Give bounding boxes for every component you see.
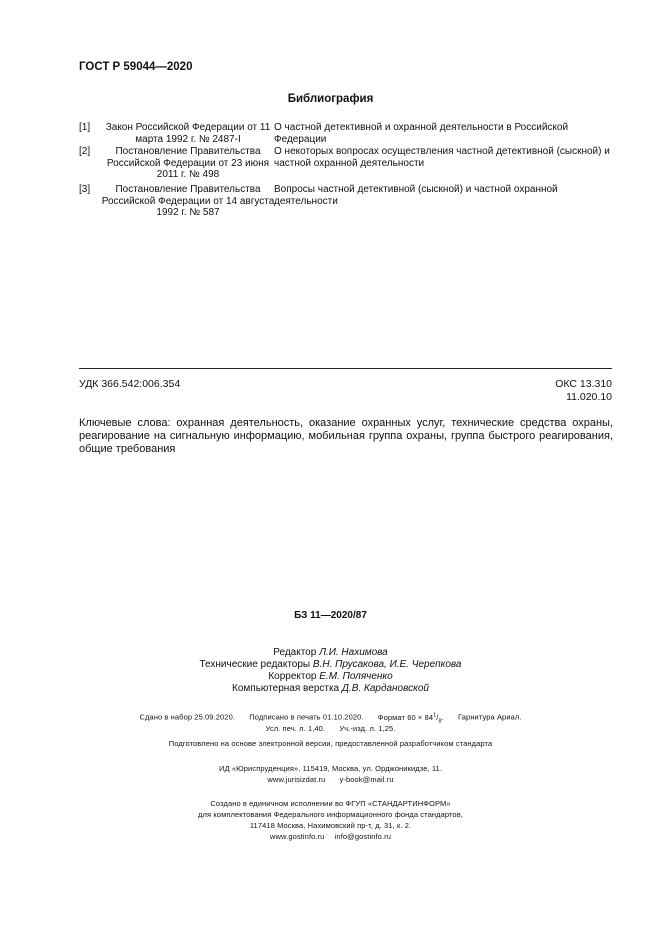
sheets-line <box>0 723 661 734</box>
oks-code-line2: 11.020.10 <box>566 391 612 403</box>
format-denominator: 8 <box>438 718 442 724</box>
entry-description: Вопросы частной детективной (сыскной) и частной охранной деятельности <box>274 184 558 207</box>
entry-description: О частной детективной и охранной деятельности в Российской Федерации <box>274 122 569 145</box>
typeface: Гарнитура Ариал. <box>458 712 522 722</box>
publisher-address: ИД «Юриспруденция», 115419, Москва, ул. Орджоникидзе, 11. <box>218 764 442 773</box>
publisher-site: www.jurisizdat.ru <box>267 775 326 784</box>
made-site: www.gostinfo.ru <box>270 832 325 841</box>
corrector-name: Е.М. Поляченко <box>319 671 393 682</box>
typeset-date: Сдано в набор 25.09.2020. <box>139 712 236 722</box>
udk-code: УДК 366.542:006.354 <box>79 378 181 390</box>
divider-line <box>79 368 612 369</box>
layout-label: Компьютерная верстка <box>232 683 340 694</box>
made-line-1: Создано в единичном исполнении во ФГУП «СТАНДАРТИНФОРМ» <box>210 799 451 808</box>
oks-code-line1: ОКС 13.310 <box>555 378 612 390</box>
editor-line <box>0 647 661 660</box>
corrector-line <box>0 671 661 684</box>
format-numerator: 1 <box>433 712 437 718</box>
entry-number: [2] <box>79 146 91 157</box>
entry-source: Постановление Правительства Российской Федерации от 23 июня 2011 г. № 498 <box>106 146 270 180</box>
publisher-email: y-book@mail.ru <box>339 775 394 784</box>
tech-editors-line <box>0 659 661 672</box>
entry-description: О некоторых вопросах осуществления частной детективной (сыскной) и частной охранной деятельности <box>274 146 610 169</box>
editor-label: Редактор <box>273 647 317 658</box>
entry-number: [1] <box>79 122 91 133</box>
corrector-label: Корректор <box>268 671 317 682</box>
document-header: ГОСТ Р 59044—2020 <box>79 61 193 73</box>
tech-editors-label: Технические редакторы <box>199 659 311 670</box>
keywords-paragraph: Ключевые слова: охранная деятельность, оказание охранных услуг, технические средства охраны, реагирование на сигнальную информацию, мобильная группа охраны, группа быстрого реагирования, общие требования <box>79 417 613 455</box>
signed-date: Подписано в печать 01.10.2020. <box>249 712 364 722</box>
oks-code <box>480 378 612 404</box>
format-prefix: Формат 60 × 84 <box>377 712 434 722</box>
made-contacts <box>0 831 661 842</box>
publ-sheets: Уч.-изд. л. 1,25. <box>339 724 396 733</box>
bz-number: БЗ 11—2020/87 <box>294 610 367 621</box>
layout-name: Д.В. Кардановской <box>341 683 429 694</box>
entry-number: [3] <box>79 184 91 195</box>
entry-source: Закон Российской Федерации от 11 марта 1992 г. № 2487-I <box>105 122 271 145</box>
made-line-3: 117418 Москва, Нахимовский пр-т, д. 31, к. 2. <box>249 821 412 830</box>
prepared-note: Подготовлено на основе электронной версии, предоставленной разработчиком стандарта <box>168 739 493 748</box>
paper-format: Формат $60 \times 84^1/_8$. <box>377 712 444 724</box>
tech-editors-names: В.Н. Прусакова, И.Е. Черепкова <box>312 659 462 670</box>
made-email: info@gostinfo.ru <box>334 832 391 841</box>
made-line-2: для комплектования Федерального информационного фонда стандартов, <box>198 810 463 819</box>
layout-line <box>0 683 661 696</box>
publisher-contacts <box>0 774 661 785</box>
bibliography-title: Библиография <box>287 93 374 105</box>
entry-source: Постановление Правительства Российской Федерации от 14 августа 1992 г. № 587 <box>101 184 275 218</box>
print-sheets: Усл. печ. л. 1,40. <box>265 724 326 733</box>
editor-name: Л.И. Нахимова <box>319 647 388 658</box>
